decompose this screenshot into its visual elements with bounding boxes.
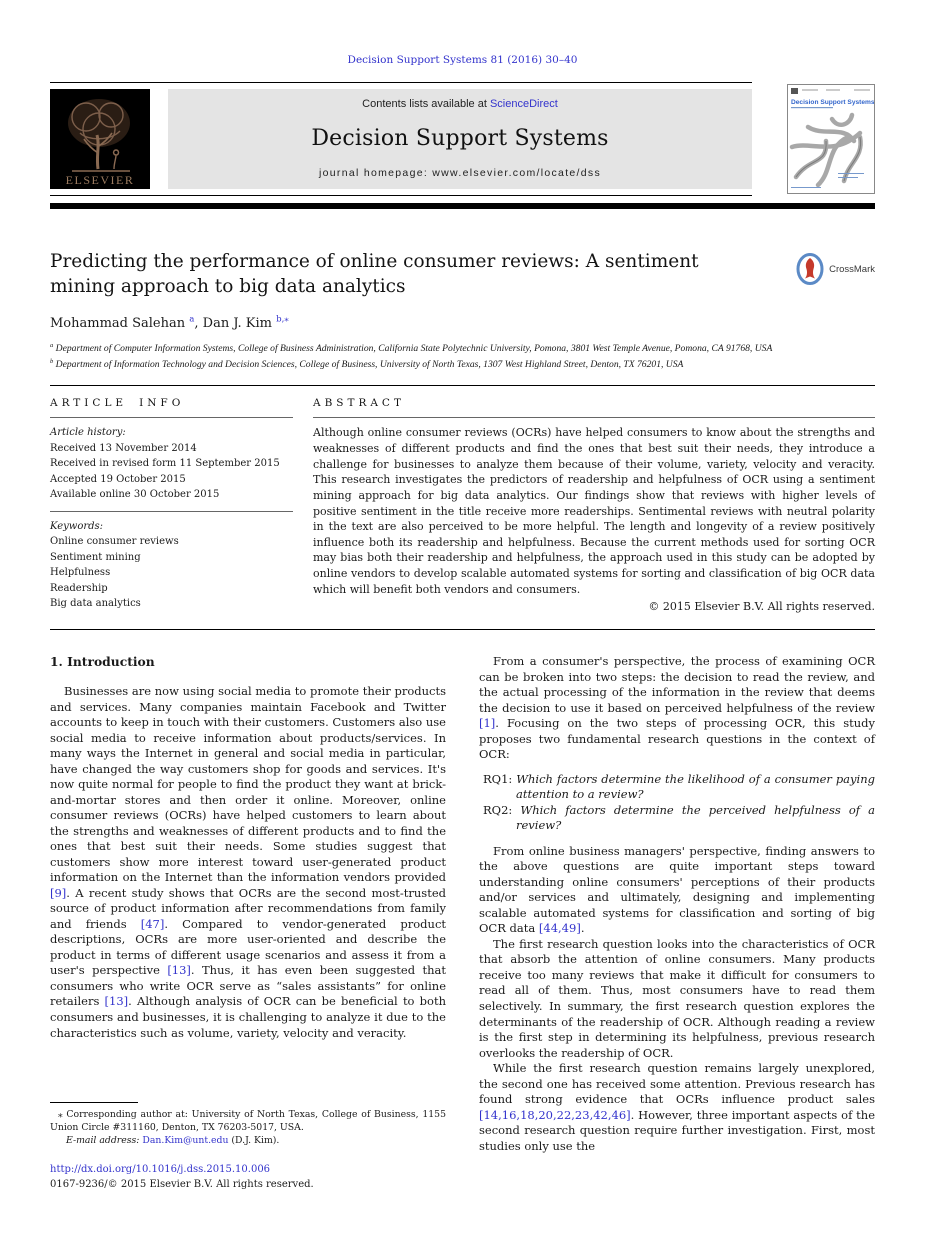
info-abstract-section [50,385,875,630]
email-note [50,1134,446,1147]
journal-title: Decision Support Systems [311,126,609,151]
rule [313,417,875,418]
affiliation-a-sup: a [50,342,54,350]
citation-link[interactable]: [44,49] [538,921,581,936]
section-divider-bar [50,203,875,209]
article-info-column [50,397,293,613]
email-link[interactable]: Dan.Kim@unt.edu [142,1134,229,1146]
masthead-gray-box [168,89,752,189]
crossmark-label: CrossMark [829,263,875,275]
journal-citation-header: Decision Support Systems 81 (2016) 30–40 [347,54,578,66]
masthead-banner [50,82,752,196]
contents-line [174,98,746,110]
citation-link[interactable]: [14,16,18,20,22,23,42,46] [479,1107,631,1122]
affiliation-b-sup: b [50,357,54,365]
citation-link[interactable]: [13] [104,994,129,1009]
body-left-column [50,654,446,1192]
keywords-label: Keywords: [50,520,104,532]
corresponding-author-note [50,1108,446,1134]
intro-paragraph-3 [479,844,875,937]
text-segment: RQ1: [483,771,517,786]
rule [50,511,293,512]
text-segment: ⁎ Corresponding author at: University of North Texas, College of Business, 1155 Union Circle #311160, Denton, TX 76203-5017, USA. [50,1108,446,1133]
article-title: Predicting the performance of online consumer reviews: A sentiment mining approach to big data analytics [50,251,699,298]
text-segment[interactable]: b,⁎ [276,314,289,325]
text-segment: . Compared to vendor-generated product descriptions, OCRs are more user-oriented and describe the product in terms of different usage scenarios and assess it from a user's perspective [50,916,447,978]
keyword-item: Readership [50,582,108,594]
crossmark-icon [795,251,825,287]
sciencedirect-link[interactable]: ScienceDirect [489,98,558,110]
abstract-heading: ABSTRACT [313,397,405,410]
article-history-label: Article history: [50,427,126,439]
history-item: Received in revised form 11 September 2015 [50,458,280,470]
article-body [50,654,875,1192]
citation-link[interactable]: [9] [50,885,67,900]
text-segment: E-mail address: [66,1134,143,1146]
doi-link[interactable]: http://dx.doi.org/10.1016/j.dss.2015.10.006 [50,1164,271,1176]
keyword-item: Sentiment mining [50,551,141,563]
text-segment: Which factors determine the likelihood of a consumer paying attention to a review? [516,771,875,802]
history-item: Accepted 19 October 2015 [50,473,186,485]
rule [50,417,293,418]
copyright-line: © 2015 Elsevier B.V. All rights reserved. [648,600,875,614]
journal-cover-thumbnail[interactable] [787,84,875,194]
text-segment: From a consumer's perspective, the process of examining OCR can be broken into two steps: the decision to read the review, and the actual processing of the information in the review that deems the decision to use it based on perceived helpfulness of the review [479,654,875,715]
keyword-item: Helpfulness [50,567,111,579]
elsevier-logo [50,89,150,189]
journal-masthead [50,82,875,196]
cover-journal-title: Decision Support Systems [791,99,874,106]
intro-paragraph-4 [479,937,875,1061]
text-segment: . [580,921,585,936]
history-item: Available online 30 October 2015 [50,489,220,501]
crossmark-badge[interactable] [750,249,875,299]
footnote-block [50,1102,446,1148]
article-info-heading: ARTICLE INFO [50,397,185,410]
text-segment[interactable]: a [189,314,195,325]
citation-link[interactable]: [47] [140,916,165,931]
text-segment: . Focusing on the two steps of processing OCR, this study proposes two fundamental research questions in the context of OCR: [479,716,875,762]
keyword-item: Big data analytics [50,598,141,610]
author-line [50,316,875,331]
issn-copyright-line: 0167-9236/© 2015 Elsevier B.V. All rights reserved. [50,1178,314,1190]
text-segment: Which factors determine the perceived helpfulness of a review? [516,802,875,833]
text-segment: (D.J. Kim). [228,1134,280,1146]
footnote-rule [50,1102,138,1103]
abstract-text: Although online consumer reviews (OCRs) have helped consumers to know about the strengths and weaknesses of different products and find the ones that best suit their needs, they introduce a challenge for businesses to analyze them because of their volume, variety, velocity and veracity. This research investigates the predictors of readership and helpfulness of OCR using a sentiment mining approach for big data analytics. Our findings show that reviews with higher levels of positive sentiment in the title receive more readerships. Sentimental reviews with neutral polarity in the text are also perceived to be more helpful. The length and longevity of a review positively influence both its readership and helpfulness. Because the current methods used for sorting OCR may bias both their readership and helpfulness, the approach used in this study can be adopted by online vendors to develop scalable automated systems for sorting and classification of big OCR data which will benefit both vendors and consumers. [313,426,875,596]
citation-link[interactable]: [13] [167,963,191,978]
research-questions [479,772,875,834]
affiliation-b [50,357,875,373]
citation-link[interactable]: [1] [479,716,496,731]
body-right-column [479,654,875,1192]
text-segment: . However, three important aspects of the second research question require further investigation. First, most studies only use the [479,1107,875,1153]
history-item: Received 13 November 2014 [50,442,197,454]
abstract-column [313,397,875,613]
intro-paragraph-2 [479,654,875,763]
text-segment: . A recent study shows that OCRs are the second most-trusted source of product information after recommendations from family and friends [50,885,446,931]
intro-paragraph-1 [50,684,446,1041]
intro-paragraph-5 [479,1061,875,1154]
page-footer [50,1163,446,1192]
journal-homepage-link[interactable]: journal homepage: www.elsevier.com/locate/dss [318,167,602,179]
text-segment: , Dan J. Kim [194,316,277,332]
elsevier-tree-icon [50,89,150,189]
text-segment: Contents lists available at [362,98,490,110]
affiliation-a [50,341,875,357]
section-heading-introduction: 1. Introduction [50,654,155,670]
affiliations [50,341,875,372]
text-segment: From online business managers' perspective, finding answers to the above questions are quite important steps toward understanding online consumers' perceptions of their products and/or services and ultimately, designing and implementing scalable automated systems for classification and sorting of big OCR data [479,843,875,936]
text-segment: . Thus, it has even been suggested that consumers who write OCR serve as “sales assistants” for online retailers [50,963,446,1009]
text-segment: Businesses are now using social media to promote their products and services. Many companies maintain Facebook and Twitter accounts to keep in touch with their customers. Customers also use social media to receive information about products/services. In many ways the Internet in general and social media in particular, have changed the way customers shop for goods and services. It's now quite normal for people to find the product they want at brick-and-mortar stores and then order it online. Moreover, online consumer reviews (OCRs) have helped customers to learn about the strengths and weaknesses of different products and to find the ones that best suit their needs. Some studies suggest that customers show more interest toward user-generated product information on the Internet than the information vendors provided [50,684,446,885]
affiliation-b-text: Department of Information Technology and Decision Sciences, College of Business, University of North Texas, 1307 West Highland Street, Denton, TX 76201, USA [55,359,684,371]
keyword-item: Online consumer reviews [50,536,179,548]
elsevier-wordmark: ELSEVIER [65,173,135,187]
research-question-1 [483,772,875,803]
text-segment: . Although analysis of OCR can be beneficial to both consumers and businesses, it is challenging to analyze it due to the characteristics such as volume, variety, velocity and veracity. [50,994,446,1040]
affiliation-a-text: Department of Computer Information Systems, College of Business Administration, California State Polytechnic University, Pomona, 3801 West Temple Avenue, Pomona, CA 91768, USA [55,343,773,355]
text-segment: The first research question looks into the characteristics of OCR that absorb the attention of online consumers. Many products receive too many reviews that make it difficult for consumers to read all of them. Thus, most consumers have to read them selectively. In summary, the first research question explores the determinants of the readership of OCR. Although reading a review is the first step in determining its helpfulness, previous research overlooks the readership of OCR. [479,936,875,1060]
text-segment: Mohammad Salehan [50,316,190,332]
text-segment: While the first research question remains largely unexplored, the second one has received some attention. Previous research has found strong evidence that OCRs influence product sales [479,1061,875,1107]
research-question-2 [483,803,875,834]
text-segment: RQ2: [483,802,521,817]
